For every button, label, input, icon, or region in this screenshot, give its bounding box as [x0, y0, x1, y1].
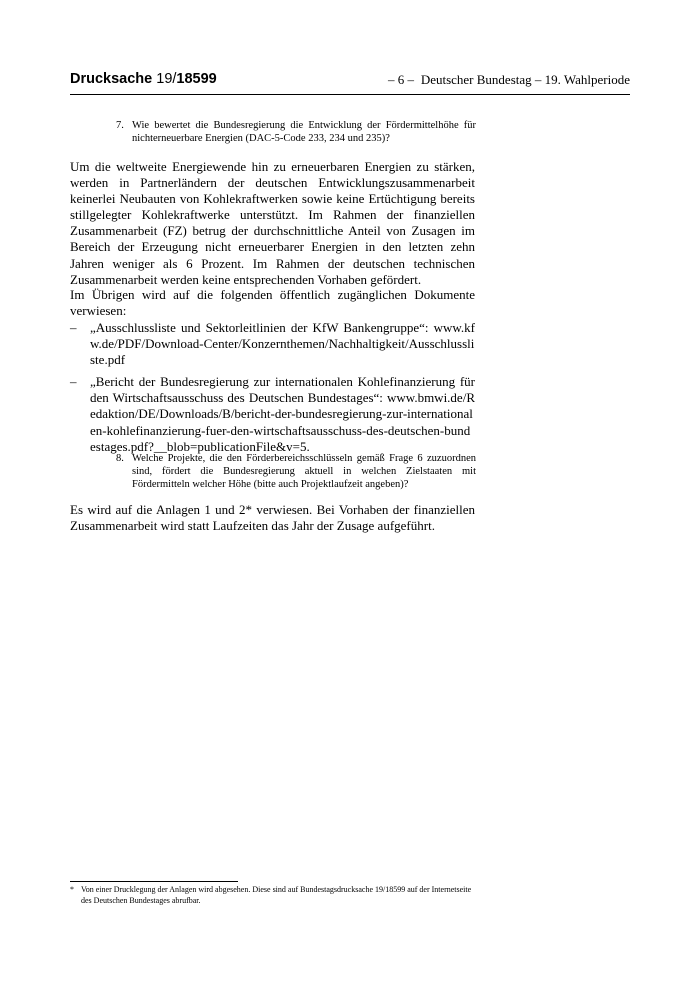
question-text: Wie bewertet die Bundesregierung die Entwicklung der Fördermittelhöhe für nichterneuerbare Energien (DAC-5-Code 233, 234 und 235)? — [132, 120, 476, 144]
document-number — [70, 70, 217, 88]
reference-item — [70, 320, 475, 368]
institution-label: Deutscher Bundestag – 19. Wahlperiode — [420, 72, 630, 87]
dash-marker: – — [70, 320, 77, 335]
footnote — [70, 885, 480, 906]
answer-7-paragraph-2 — [70, 287, 475, 319]
document-type-label: Drucksache — [70, 71, 153, 87]
page-header — [70, 70, 630, 95]
document-period: 19/ — [156, 71, 177, 87]
question-number: 7. — [116, 120, 124, 131]
reference-text: „Bericht der Bundesregierung zur internationalen Kohlefinanzierung für den Wirtschaftsausschuss des Deutschen Bundestages“: www.bmwi.de/Redaktion/DE/Downloads/B/bericht-der-bundesregierung-zur-internationalen-kohlefinanzierung-fuer-den-wirtschaftsausschuss-des-deutschen-bundestages.pdf?__blob=publicationFile&v=5. — [90, 374, 475, 454]
answer-7-paragraph-1 — [70, 159, 475, 288]
document-serial: 18599 — [176, 71, 217, 87]
question-number: 8. — [116, 453, 124, 464]
answer-8-paragraph — [70, 502, 475, 534]
footnote-marker: * — [70, 885, 74, 894]
answer-paragraph: Es wird auf die Anlagen 1 und 2* verwiesen. Bei Vorhaben der finanziellen Zusammenarbeit wird statt Laufzeiten das Jahr der Zusage aufgeführt. — [70, 502, 475, 534]
answer-paragraph: Im Übrigen wird auf die folgenden öffentlich zugänglichen Dokumente verwiesen: — [70, 287, 475, 319]
reference-item — [70, 374, 475, 454]
reference-list — [70, 320, 475, 455]
answer-paragraph: Um die weltweite Energiewende hin zu erneuerbaren Energien zu stärken, werden in Partnerländern der deutschen Entwicklungszusammenarbeit keinerlei Neubauten von Kohlekraftwerken sowie keine Ertüchtigung bereits stillgelegter Kohlekraftwerke unterstützt. Im Rahmen der finanziellen Zusammenarbeit (FZ) betrug der durchschnittliche Anteil von Zusagen im Bereich der Erzeugung nicht erneuerbarer Energien in den letzten zehn Jahren weniger als 6 Prozent. Im Rahmen der deutschen technischen Zusammenarbeit werden keine entsprechenden Vorhaben gefördert. — [70, 159, 475, 287]
footnote-text: Von einer Drucklegung der Anlagen wird abgesehen. Diese sind auf Bundestagsdrucksache 19/18599 auf der Internetseite des Deutschen Bundestages abrufbar. — [81, 885, 472, 905]
question-7 — [116, 119, 476, 145]
reference-text: „Ausschlussliste und Sektorleitlinien der KfW Bankengruppe“: www.kfw.de/PDF/Download-Center/Konzernthemen/Nachhaltigkeit/Ausschlussliste.pdf — [90, 320, 475, 368]
dash-marker: – — [70, 374, 77, 390]
page-number: – 6 – — [388, 72, 414, 87]
question-text: Welche Projekte, die den Förderbereichsschlüsseln gemäß Frage 6 zuzuordnen sind, fördert die Bundesregierung aktuell in welchen Zielstaaten mit Fördermitteln welcher Höhe (bitte auch Projektlaufzeit angeben)? — [132, 453, 476, 490]
question-8 — [116, 452, 476, 491]
footnote-divider — [70, 881, 238, 882]
